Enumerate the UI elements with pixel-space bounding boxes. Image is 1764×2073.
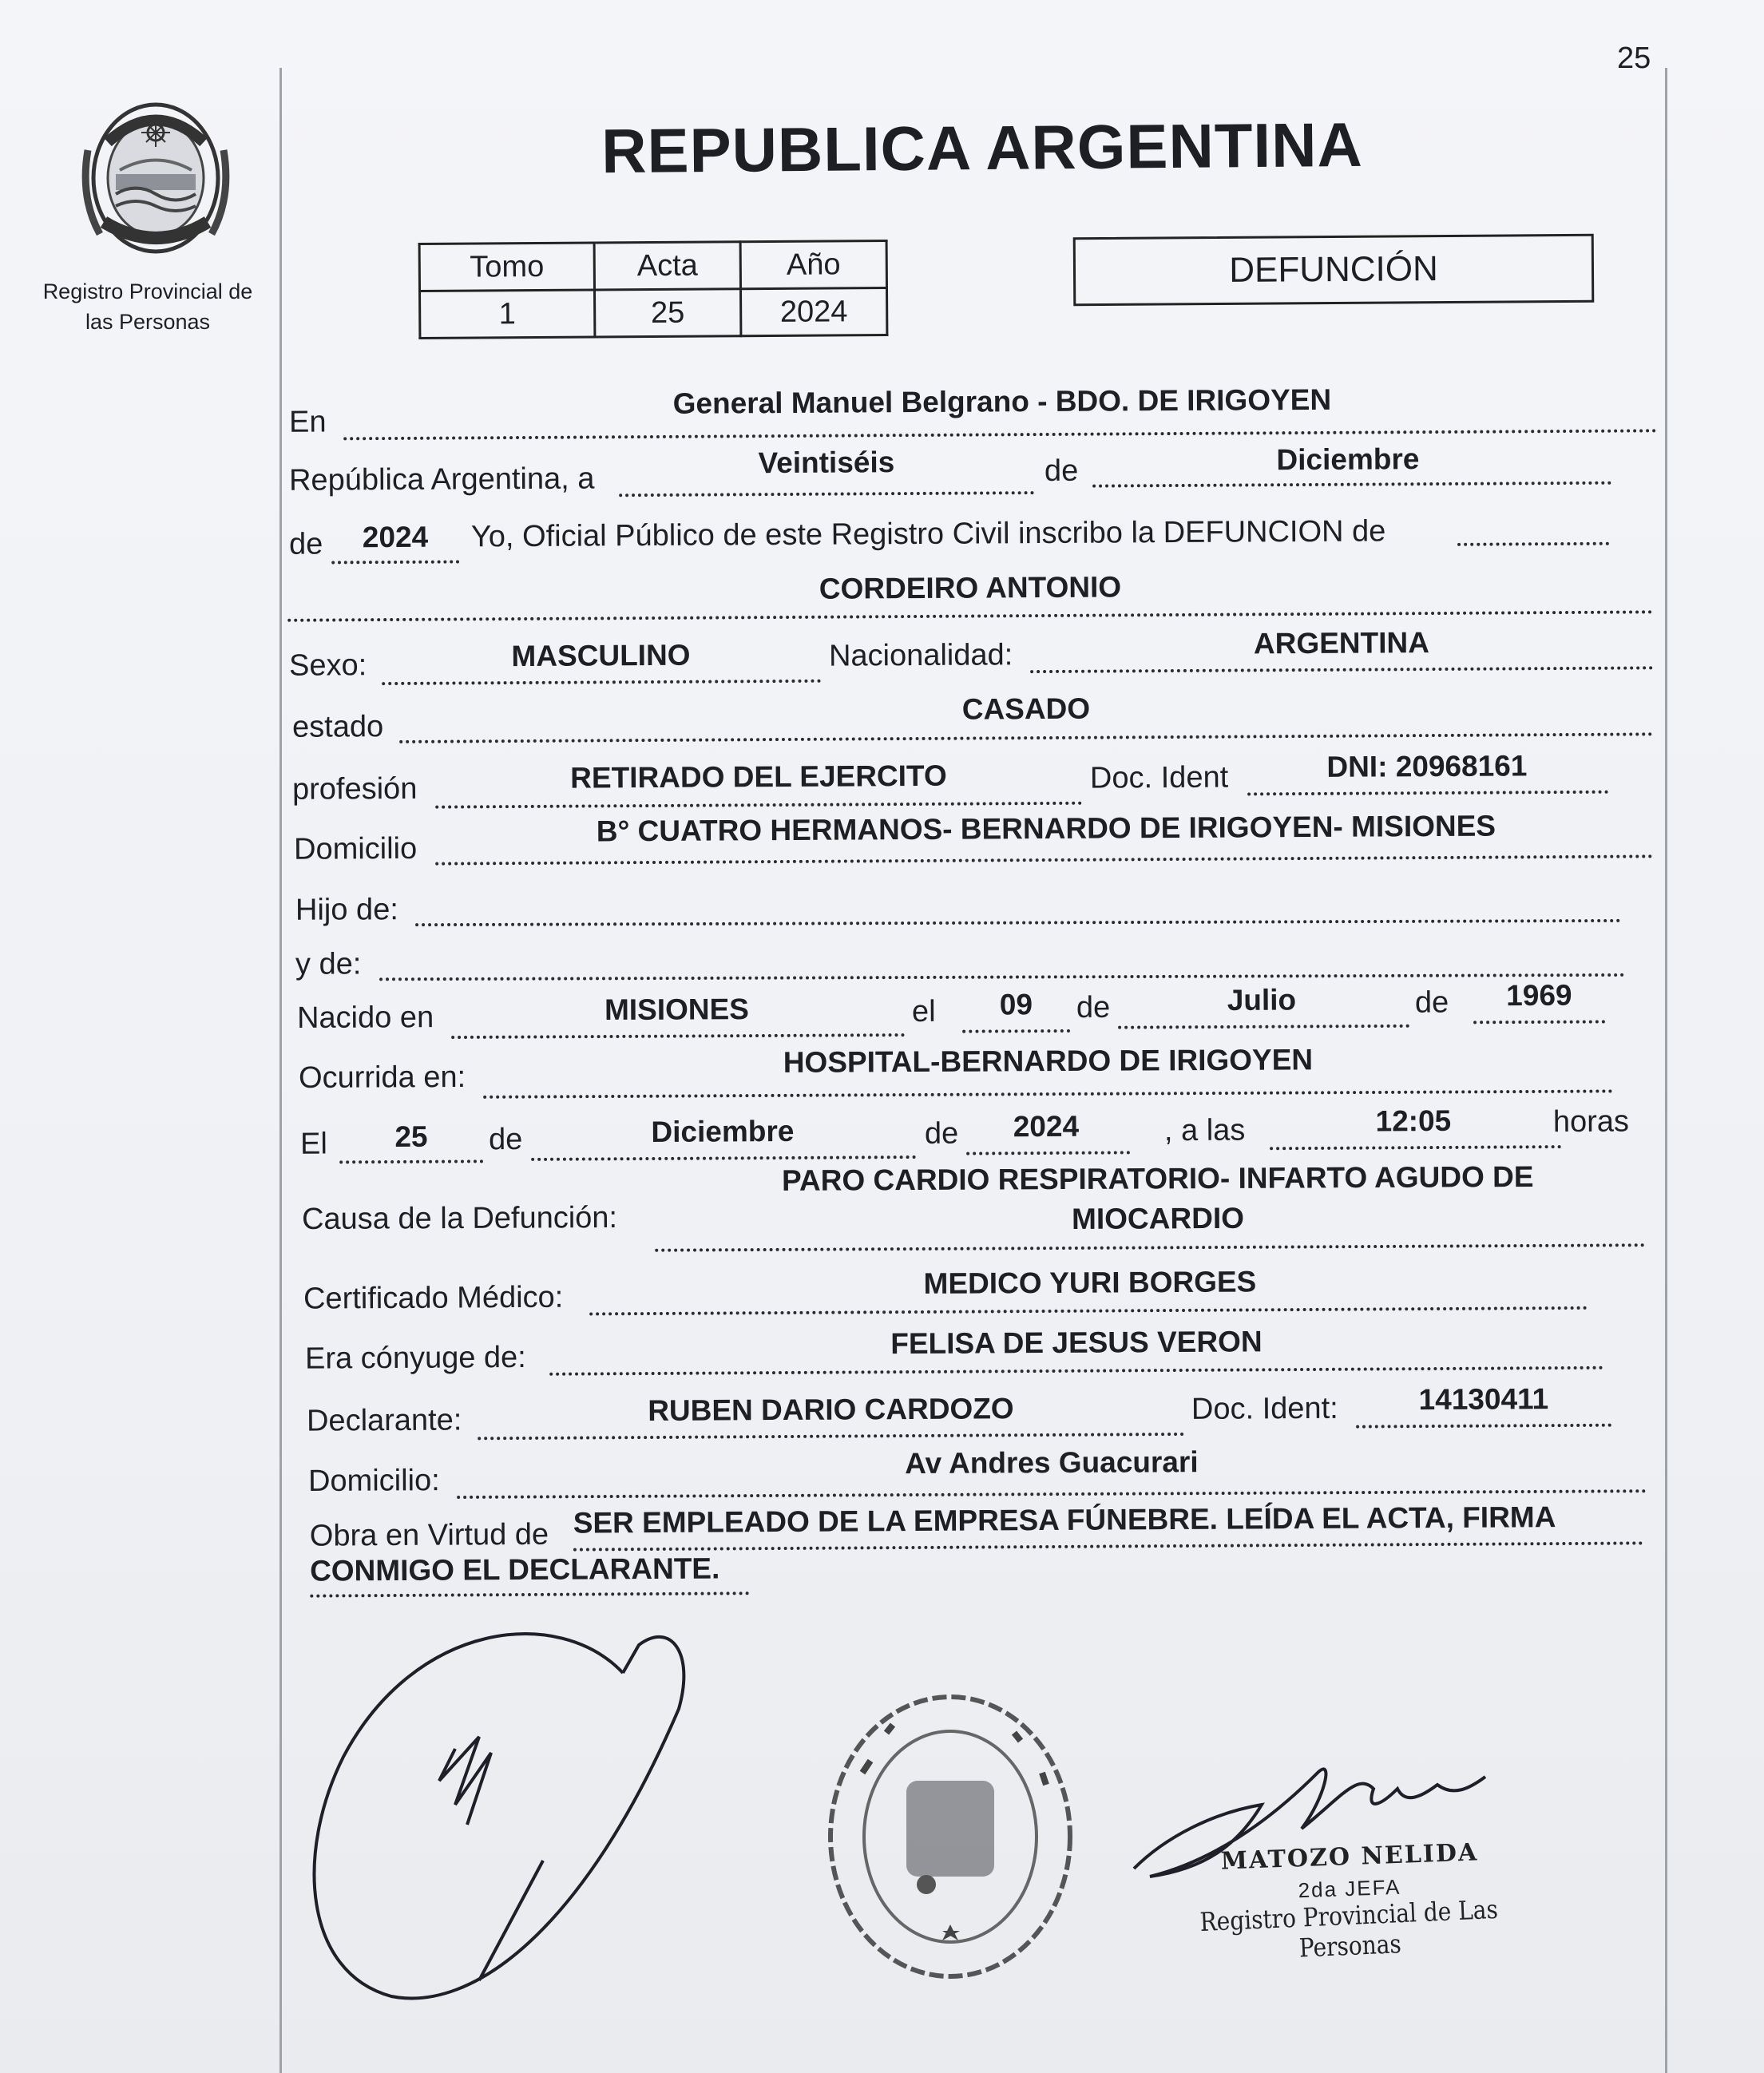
- right-margin-line: [1665, 68, 1667, 2073]
- death-month-line: [531, 1155, 916, 1161]
- registry-label-line2: las Personas: [85, 310, 211, 334]
- marital-line: [399, 732, 1653, 743]
- address-value: B° CUATRO HERMANOS- BERNARDO DE IRIGOYEN- MISIONES: [596, 809, 1496, 848]
- virtue-label: Obra en Virtud de: [309, 1517, 549, 1553]
- father-label: Hijo de:: [295, 893, 398, 927]
- registry-label: [36, 276, 260, 337]
- record-table: [418, 240, 889, 339]
- mother-label: y de:: [295, 947, 362, 981]
- spouse-line: [549, 1366, 1603, 1376]
- declarant-address-line: [457, 1489, 1647, 1499]
- hours-label: horas: [1552, 1104, 1630, 1140]
- provincia-misiones-emblem-icon: [76, 94, 236, 262]
- occurred-place-line: [483, 1089, 1613, 1098]
- el2-label: El: [299, 1127, 327, 1161]
- value-acta: 25: [595, 289, 741, 337]
- born-label: Nacido en: [296, 1001, 434, 1036]
- born-month-line: [1118, 1025, 1409, 1029]
- cause-line1-value: PARO CARDIO RESPIRATORIO- INFARTO AGUDO DE: [781, 1159, 1534, 1197]
- nationality-label: Nacionalidad:: [828, 638, 1013, 673]
- cause-line: [655, 1243, 1645, 1251]
- father-line: [415, 919, 1621, 926]
- de-label-3: de: [1076, 990, 1111, 1025]
- sex-line: [382, 680, 821, 685]
- place-line: [343, 429, 1657, 440]
- de-label-1: de: [1044, 454, 1079, 489]
- deceased-name-line: [287, 610, 1653, 621]
- deceased-name-value: CORDEIRO ANTONIO: [819, 570, 1122, 605]
- declarant-line: [478, 1433, 1184, 1440]
- death-time-line: [1270, 1145, 1561, 1150]
- death-year-value: 2024: [1013, 1109, 1080, 1144]
- place-value: General Manuel Belgrano - BDO. DE IRIGOYEN: [672, 382, 1332, 420]
- born-year-line: [1473, 1020, 1605, 1024]
- declarant-doc-line: [1356, 1424, 1611, 1429]
- declarant-signature: [295, 1597, 711, 2012]
- year-value: 2024: [362, 520, 429, 554]
- occurred-label: Ocurrida en:: [298, 1060, 466, 1096]
- born-day-line: [962, 1029, 1070, 1033]
- day-words-line: [619, 491, 1034, 497]
- marital-label: estado: [291, 710, 384, 744]
- declarant-doc-value: 14130411: [1418, 1382, 1549, 1417]
- born-month-value: Julio: [1227, 983, 1297, 1017]
- certificate-label: Certificado Médico:: [303, 1280, 564, 1316]
- header-acta: Acta: [594, 242, 740, 290]
- cause-label: Causa de la Defunción:: [301, 1200, 618, 1237]
- address-line: [435, 854, 1653, 865]
- republic-label: República Argentina, a: [288, 462, 595, 497]
- cause-line2-value: MIOCARDIO: [1072, 1201, 1245, 1235]
- de-label-2: de: [288, 527, 323, 561]
- spouse-value: FELISA DE JESUS VERON: [890, 1325, 1263, 1361]
- profession-value: RETIRADO DEL EJERCITO: [570, 759, 947, 795]
- profession-line: [435, 802, 1082, 809]
- certificate-value: MEDICO YURI BORGES: [923, 1265, 1257, 1300]
- official-role: 2da JEFA: [1298, 1874, 1401, 1903]
- time-label: , a las: [1163, 1113, 1246, 1148]
- year-line: [331, 560, 459, 564]
- header-ano: Año: [740, 240, 886, 288]
- page-title: REPUBLICA ARGENTINA: [601, 109, 1364, 187]
- month-words-value: Diciembre: [1276, 442, 1420, 477]
- born-day-value: 09: [999, 988, 1033, 1021]
- declarant-address-value: Av Andres Guacurari: [905, 1445, 1199, 1480]
- value-tomo: 1: [420, 290, 595, 339]
- el-label: el: [911, 994, 936, 1029]
- marital-value: CASADO: [961, 692, 1091, 726]
- mother-line: [379, 973, 1625, 981]
- day-words-value: Veintiséis: [758, 446, 895, 480]
- doc-label: Doc. Ident: [1089, 760, 1229, 795]
- virtue-line2-value: CONMIGO EL DECLARANTE.: [309, 1552, 720, 1587]
- death-day-value: 25: [394, 1120, 428, 1153]
- spouse-label: Era cónyuge de:: [304, 1340, 526, 1376]
- record-table-header-row: [419, 240, 886, 291]
- virtue-line1: [573, 1541, 1643, 1551]
- place-label: En: [288, 405, 327, 439]
- de-label-6: de: [924, 1116, 959, 1151]
- official-seal-stamp: [815, 1685, 1086, 1988]
- declarant-address-label: Domicilio:: [307, 1464, 440, 1498]
- nationality-line: [1030, 666, 1653, 673]
- certificate-line: [589, 1306, 1588, 1316]
- doc-value: DNI: 20968161: [1326, 749, 1528, 783]
- record-table-value-row: [420, 287, 887, 338]
- officer-text: Yo, Oficial Público de este Registro Civil inscribo la DEFUNCION de: [470, 514, 1386, 554]
- de-label-4: de: [1414, 985, 1449, 1020]
- sex-value: MASCULINO: [511, 638, 691, 673]
- left-margin-line: [279, 68, 282, 2073]
- nationality-value: ARGENTINA: [1253, 626, 1429, 660]
- officer-line: [1457, 542, 1609, 546]
- death-year-line: [966, 1151, 1130, 1155]
- month-words-line: [1092, 482, 1611, 488]
- declarant-value: RUBEN DARIO CARDOZO: [648, 1392, 1014, 1428]
- registry-label-line1: Registro Provincial de: [42, 279, 253, 303]
- official-office: Registro Provincial de Las Personas: [1199, 1893, 1499, 1964]
- profession-label: profesión: [291, 771, 418, 807]
- declarant-doc-label: Doc. Ident:: [1191, 1391, 1338, 1426]
- born-year-value: 1969: [1506, 978, 1572, 1013]
- de-label-5: de: [488, 1123, 523, 1157]
- page-number: 25: [1617, 42, 1651, 75]
- virtue-line1-value: SER EMPLEADO DE LA EMPRESA FÚNEBRE. LEÍDA EL ACTA, FIRMA: [573, 1500, 1556, 1540]
- official-name: MATOZO NELIDA: [1220, 1838, 1479, 1876]
- occurred-place-value: HOSPITAL-BERNARDO DE IRIGOYEN: [783, 1043, 1314, 1079]
- sex-label: Sexo:: [288, 648, 367, 683]
- death-day-line: [339, 1159, 483, 1163]
- born-place-line: [451, 1033, 905, 1039]
- value-ano: 2024: [740, 287, 886, 335]
- header-tomo: Tomo: [419, 243, 594, 291]
- death-time-value: 12:05: [1375, 1104, 1452, 1138]
- record-type-box: DEFUNCIÓN: [1073, 234, 1595, 307]
- death-month-value: Diciembre: [651, 1114, 795, 1149]
- doc-line: [1247, 791, 1608, 796]
- declarant-label: Declarante:: [306, 1403, 462, 1438]
- address-label: Domicilio: [293, 831, 418, 866]
- born-place-value: MISIONES: [604, 993, 750, 1027]
